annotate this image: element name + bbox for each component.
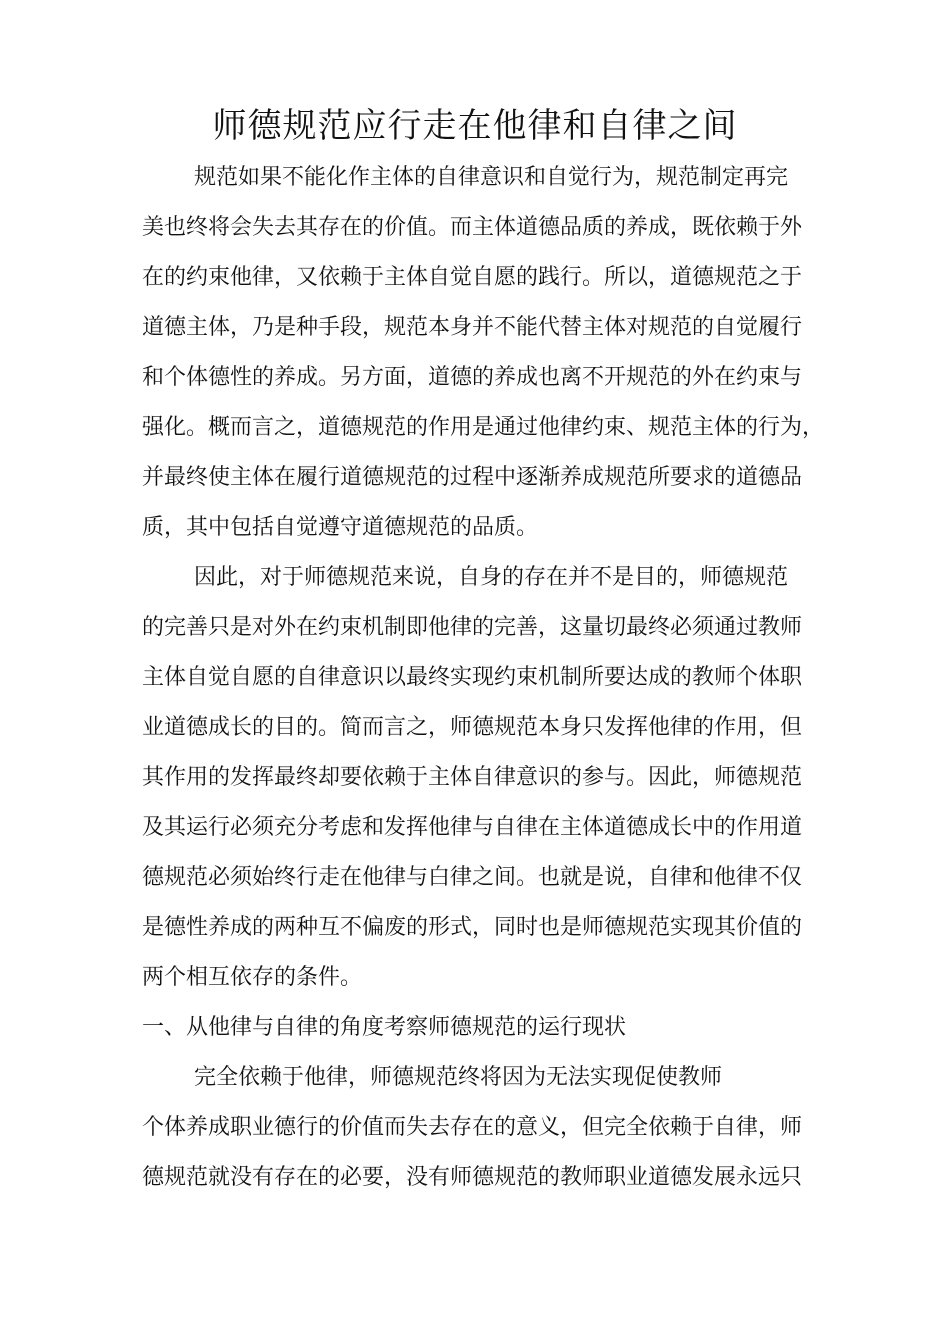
text-line: 是德性养成的两种互不偏废的形式，同时也是师德规范实现其价值的	[142, 915, 803, 940]
text-line: 其作用的发挥最终却要依赖于主体自律意识的参与。因此，师德规范	[142, 765, 803, 790]
text-line: 规范如果不能化作主体的自律意识和自觉行为，规范制定再完	[194, 165, 789, 190]
text-line: 主体自觉自愿的自律意识以最终实现约束机制所要达成的教师个体职	[142, 665, 803, 690]
text-line: 个体养成职业德行的价值而失去存在的意义，但完全依赖于自律，师	[142, 1115, 803, 1140]
text-line: 及其运行必须充分考虑和发挥他律与自律在主体道德成长中的作用道	[142, 815, 803, 840]
text-line: 德规范就没有存在的必要，没有师德规范的教师职业道德发展永远只	[142, 1165, 803, 1190]
section-heading: 一、从他律与自律的角度考察师德规范的运行现状	[142, 1015, 627, 1040]
text-line: 在的约束他律，又依赖于主体自觉自愿的践行。所以，道德规范之于	[142, 265, 803, 290]
document-title: 师德规范应行走在他律和自律之间	[212, 106, 738, 146]
text-line: 完全依赖于他律，师德规范终将因为无法实现促使教师	[194, 1065, 723, 1090]
text-line: 并最终使主体在履行道德规范的过程中逐渐养成规范所要求的道德品	[142, 465, 803, 490]
text-line: 两个相互依存的条件。	[142, 965, 363, 990]
text-line: 的完善只是对外在约束机制即他律的完善，这量切最终必须通过教师	[142, 615, 803, 640]
text-line: 和个体德性的养成。另方面，道德的养成也离不开规范的外在约束与	[142, 365, 803, 390]
text-line: 德规范必须始终行走在他律与白律之间。也就是说，自律和他律不仅	[142, 865, 803, 890]
text-line: 道德主体，乃是种手段，规范本身并不能代替主体对规范的自觉履行	[142, 315, 803, 340]
text-line: 强化。概而言之，道德规范的作用是通过他律约束、规范主体的行为，	[142, 415, 825, 440]
text-line: 质，其中包括自觉遵守道德规范的品质。	[142, 515, 539, 540]
text-line: 美也终将会失去其存在的价值。而主体道德品质的养成，既依赖于外	[142, 215, 803, 240]
text-line: 因此，对于师德规范来说，自身的存在并不是目的，师德规范	[194, 565, 789, 590]
text-line: 业道德成长的目的。简而言之，师德规范本身只发挥他律的作用，但	[142, 715, 803, 740]
